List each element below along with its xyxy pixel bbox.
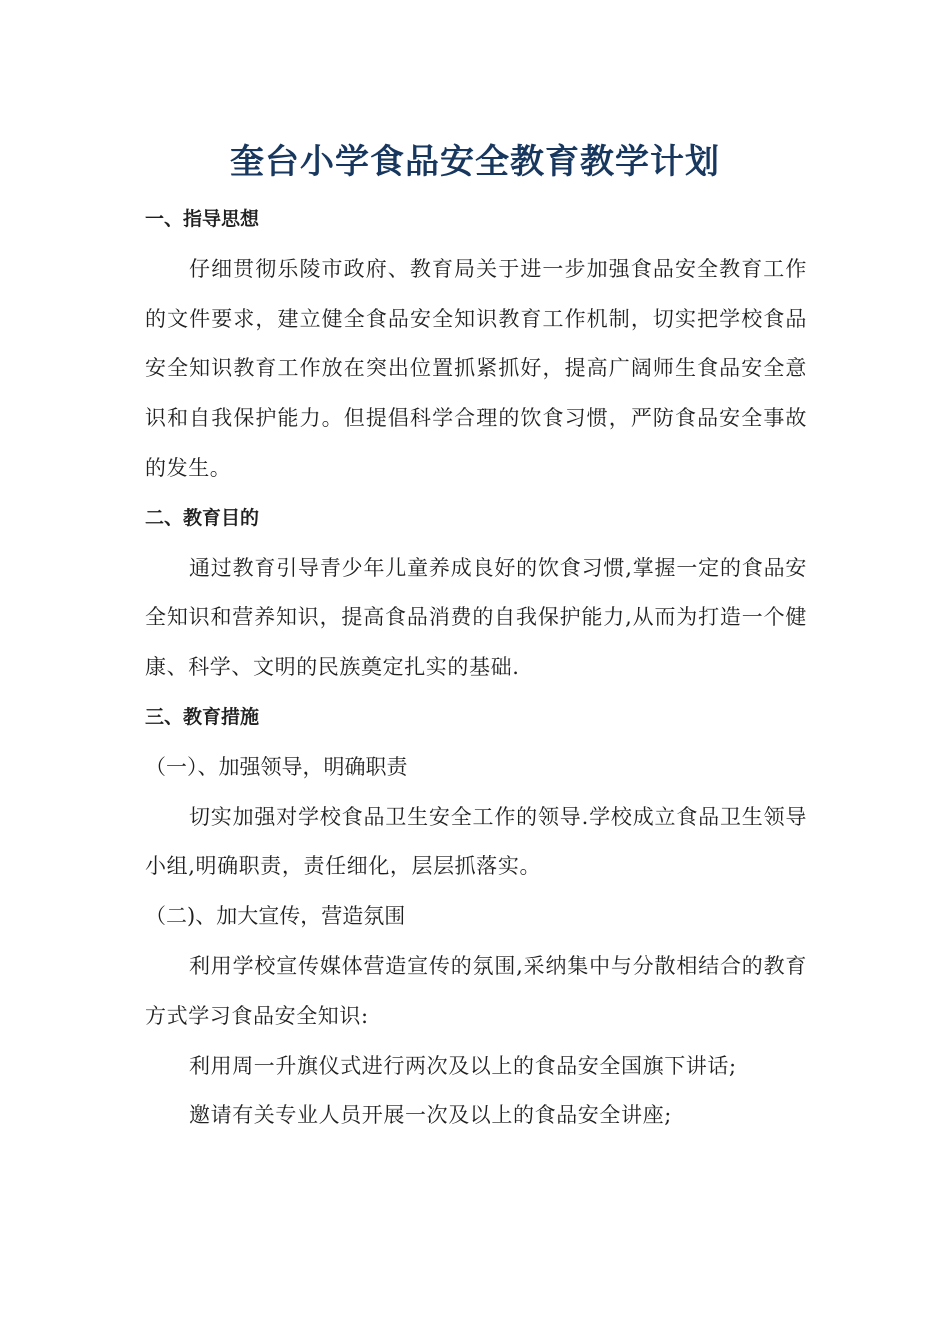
subheading-publicity: （二)、加大宣传，营造氛围 [145,904,406,929]
document-title: 奎台小学食品安全教育教学计划 [230,142,720,182]
list-item-flag-speech: 利用周一升旗仪式进行两次及以上的食品安全国旗下讲话; [189,1053,737,1078]
paragraph-guiding-thought: 仔细贯彻乐陵市政府、教育局关于进一步加强食品安全教育工作的文件要求，建立健全食品安全知识教育工作机制，切实把学校食品安全知识教育工作放在突出位置抓紧抓好，提高广阔师生食品安全意识和自我保护能力。但提倡科学合理的饮食习惯，严防食品安全事故的发生。 [145,256,807,480]
section-heading-education-measures: 三、教育措施 [145,705,260,728]
section-heading-education-goal: 二、教育目的 [145,506,260,529]
document-body [145,195,807,1141]
paragraph-education-goal: 通过教育引导青少年儿童养成良好的饮食习惯,掌握一定的食品安全知识和营养知识，提高食品消费的自我保护能力,从而为打造一个健康、科学、文明的民族奠定扎实的基础. [145,555,807,680]
paragraph-leadership: 切实加强对学校食品卫生安全工作的领导.学校成立食品卫生领导小组,明确职责，责任细化，层层抓落实。 [145,804,807,879]
list-item-expert-lecture: 邀请有关专业人员开展一次及以上的食品安全讲座; [189,1103,672,1128]
subheading-leadership: （一）、加强领导，明确职责 [145,754,408,779]
section-heading-guiding-thought: 一、指导思想 [145,208,260,230]
paragraph-publicity: 利用学校宣传媒体营造宣传的氛围,采纳集中与分散相结合的教育方式学习食品安全知识: [145,953,807,1028]
